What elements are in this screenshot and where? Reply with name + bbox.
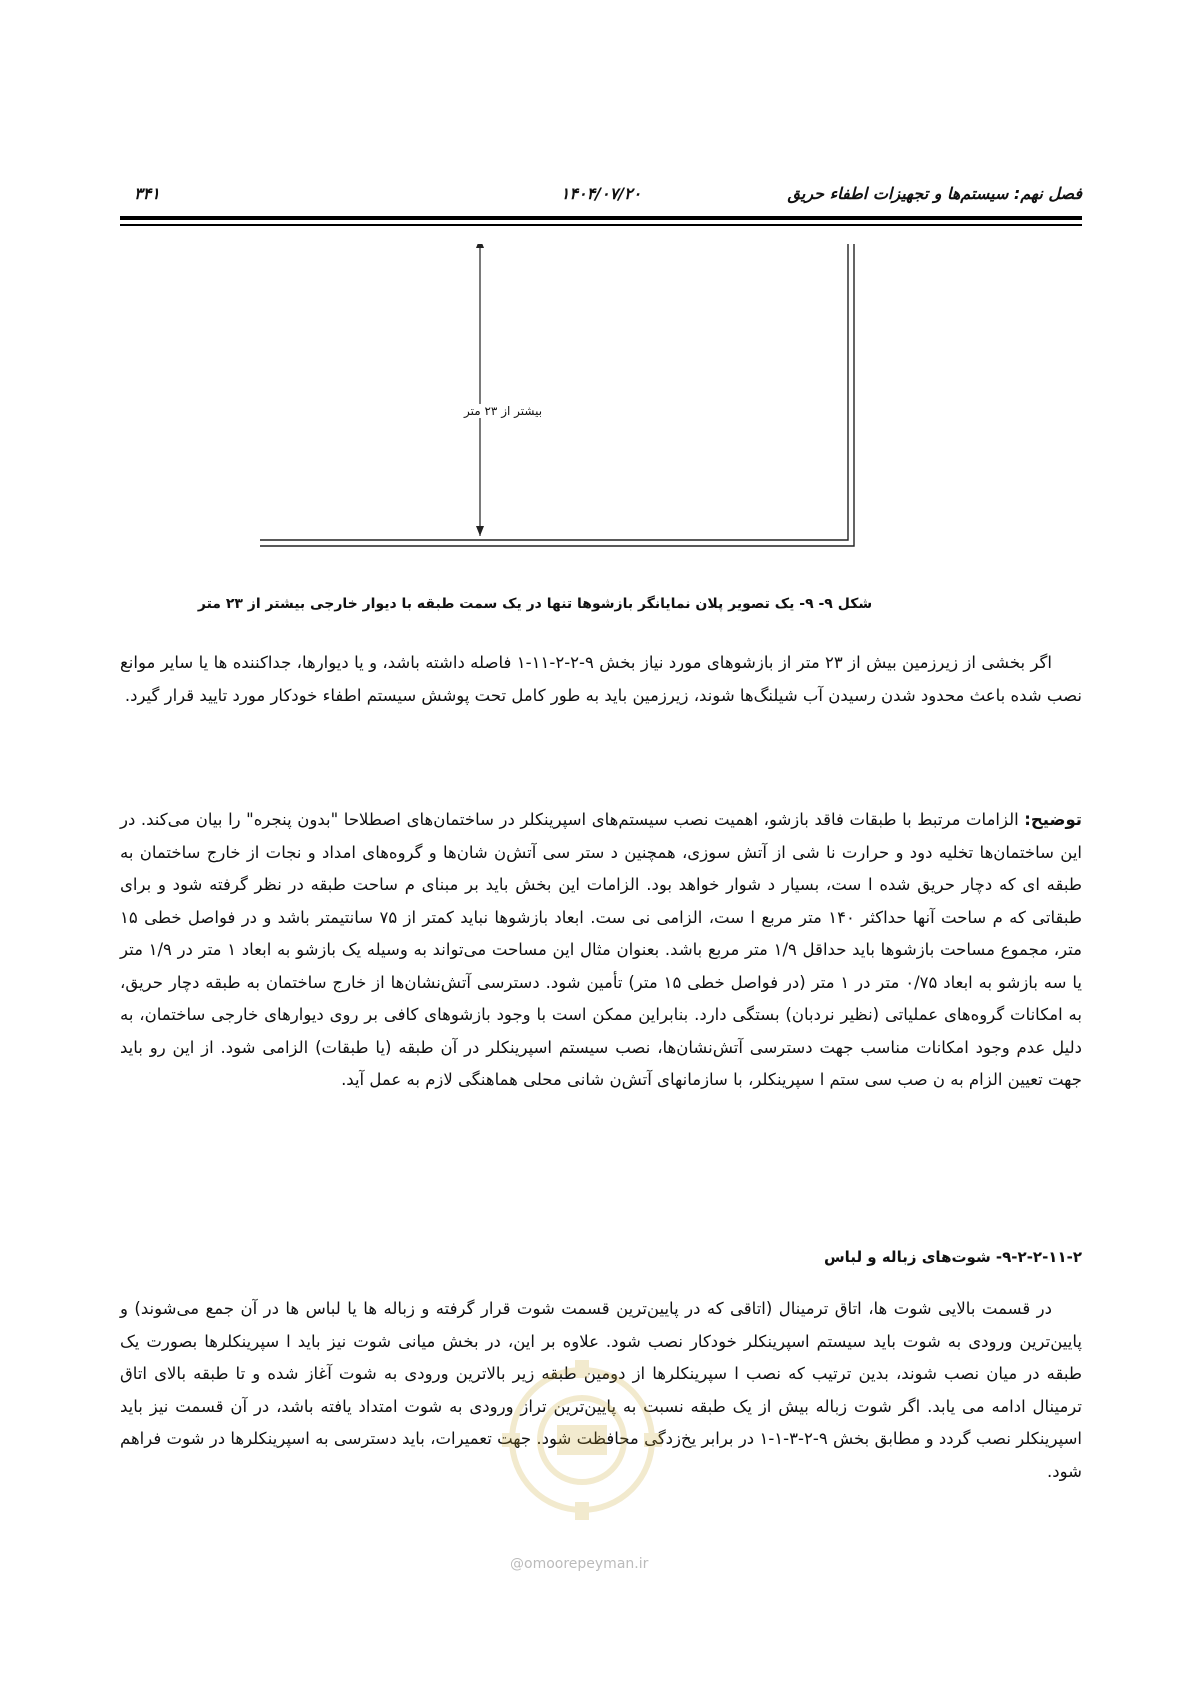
dimension-label: بیشتر از ۲۳ متر bbox=[464, 404, 543, 418]
header-rule-thin bbox=[120, 224, 1082, 226]
figure-caption: شکل ۹- ۹- یک تصویر پلان نمایانگر بازشوها تنها در یک سمت طبقه با دیوار خارجی بیشتر از ۲۳ متر bbox=[197, 596, 873, 612]
note-paragraph bbox=[120, 804, 1082, 1097]
section-text: در قسمت بالایی شوت ها، اتاق ترمینال (اتاقی که در پایین‌ترین قسمت شوت قرار گرفته و زباله ها یا لباس ها در آن جمع می‌شوند) و پایین‌ترین ورودی به شوت باید سیستم اسپرینکلر خودکار نصب شود. علاوه بر این، در بخش میانی شوت نیز باید ا سپرینکلرها بصورت یک طبقه در میان نصب شوند، بدین ترتیب که نصب ا سپرینکلرها از دومین طبقه زیر بالاترین ورودی به شوت آغاز شده و تا طبقه بالای اتاق ترمینال ادامه می یابد. اگر شوت زباله بیش از یک طبقه نسبت به پایین‌ترین تراز ورودی به شوت امتداد یافته باشد، در آن قسمت نیز باید اسپرینکلر نصب گردد و مطابق بخش ۹-۲-۳-۱-۱ در برابر یخ‌زدگی محافظت شود. جهت تعمیرات، باید دسترسی به اسپرینکلرها در شوت فراهم شود. bbox=[120, 1299, 1082, 1481]
section-heading: ۹-۲-۲-۱۱-۲- شوت‌های زباله و لباس bbox=[823, 1248, 1082, 1266]
header-rule-thick bbox=[120, 216, 1082, 220]
floor-plan-figure bbox=[260, 244, 940, 590]
paragraph-basement bbox=[120, 647, 1082, 712]
page-number: ۳۴۱ bbox=[134, 184, 160, 203]
paragraph-basement-text: اگر بخشی از زیرزمین بیش از ۲۳ متر از بازشوهای مورد نیاز بخش ۹-۲-۲-۱۱-۱ فاصله داشته باشد، و یا دیوارها، جداکننده ها یا سایر موانع نصب شده باعث محدود شدن رسیدن آب شیلنگ‌ها شوند، زیرزمین باید به طور کامل تحت پوشش سیستم اطفاء خودکار مورد تایید قرار گیرد. bbox=[120, 653, 1082, 705]
section-paragraph bbox=[120, 1293, 1082, 1488]
note-text: الزامات مرتبط با طبقات فاقد بازشو، اهمیت نصب سیستم‌های اسپرینکلر در ساختمان‌های اصطلاحا "بدون پنجره" را بیان می‌کند. در این ساختمان‌ها تخلیه دود و حرارت نا شی از آتش سوزی، همچنین د ستر سی آتش‌ن شان‌ها و گروه‌های امداد و نجات از خارج ساختمان به طبقه ای که دچار حریق شده ا ست، بسیار د شوار خواهد بود. الزامات این بخش باید بر مبنای م ساحت طبقه در نظر گرفته شود و برای طبقاتی که م ساحت آنها حداکثر ۱۴۰ متر مربع ا ست، الزامی نی ست. ابعاد بازشوها نباید کمتر از ۷۵ سانتیمتر باشد و در فواصل خطی ۱۵ متر، مجموع مساحت بازشوها باید حداقل ۱/۹ متر مربع باشد. بعنوان مثال این مساحت می‌تواند به وسیله یک بازشو به ابعاد ۱ متر در ۱/۹ متر یا سه بازشو به ابعاد ۰/۷۵ متر در ۱ متر (در فواصل خطی ۱۵ متر) تأمین شود. دسترسی آتش‌نشان‌ها از خارج ساختمان به طبقه دچار حریق، به امکانات گروه‌های عملیاتی (نظیر نردبان) بستگی دارد. بنابراین ممکن است با وجود بازشوهای کافی بر روی دیوارهای خارجی ساختمان، به دلیل عدم وجود امکانات مناسب جهت دسترسی آتش‌نشان‌ها، نصب سیستم اسپرینکلر در آن طبقه (یا طبقات) الزامی شود. از این رو باید جهت تعیین الزام به ن صب سی ستم ا سپرینکلر، با سازمانهای آتش‌ن شانی محلی هماهنگی لازم به عمل آید. bbox=[120, 810, 1082, 1089]
note-lead: توضیح: bbox=[1024, 810, 1082, 829]
watermark-url: @omoorepeyman.ir bbox=[510, 1556, 649, 1572]
floor-plan-drawing bbox=[260, 244, 940, 590]
header-date: ۱۴۰۴/۰۷/۲۰ bbox=[560, 184, 642, 203]
chapter-title: فصل نهم: سیستم‌ها و تجهیزات اطفاء حریق bbox=[787, 184, 1082, 203]
page-header bbox=[120, 184, 1082, 214]
